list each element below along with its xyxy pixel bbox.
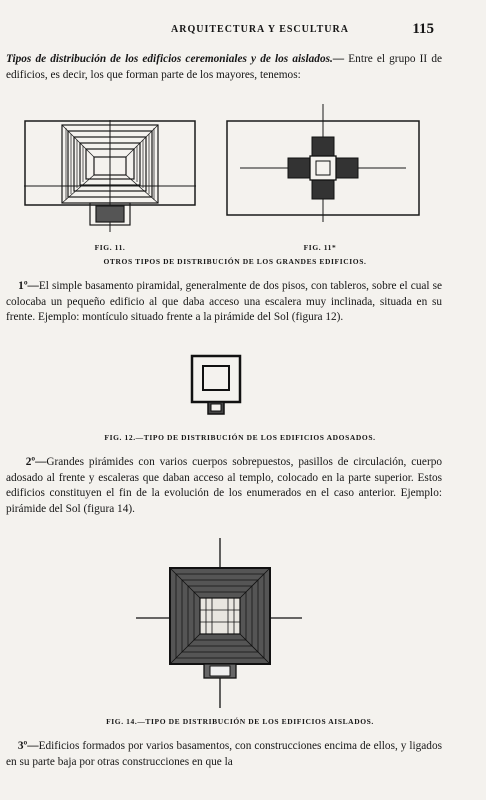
item-1-number: 1º— — [18, 280, 39, 292]
item-1-paragraph — [6, 279, 442, 326]
section-heading: Tipos de distribución de los edificios ceremoniales y de los aislados.— — [6, 53, 345, 65]
figure-14 — [136, 538, 302, 710]
item-2-text: Grandes pirámides con varios cuerpos sobrepuestos, pasillos de circulación, cuerpo adosado al frente y escaleras que daban acceso al templo, colocado en la parte superior. Estos edificios constituyen el fin de la evolución de los enumerados en el caso anterior. Ejemplo: pirámide del Sol (figura 14). — [6, 456, 443, 515]
figure-11 — [24, 120, 196, 236]
running-title: ARQUITECTURA Y ESCULTURA — [171, 24, 349, 35]
item-3-paragraph — [6, 739, 442, 770]
item-1-text: El simple basamento piramidal, generalmente de dos pisos, con tableros, sobre el cual se colocaba un pequeño edificio al que daba acceso una escalera muy inclinada, situada en su frente. Ejemplo: montículo situado frente a la pirámide del Sol (figura 12). — [6, 280, 442, 323]
intro-text: Entre el grupo II de edificios, es decir, los que forman parte de los mayores, tenemos: — [6, 53, 442, 81]
pair-caption: OTROS TIPOS DE DISTRIBUCIÓN DE LOS GRANDES EDIFICIOS. — [103, 257, 367, 266]
intro-paragraph — [6, 52, 442, 83]
item-2-number: 2º— — [25, 456, 47, 468]
fig11a-label: FIG. 11* — [303, 243, 337, 252]
fig11-label: FIG. 11. — [94, 243, 126, 252]
page-number: 115 — [412, 21, 434, 37]
figure-12 — [190, 354, 244, 418]
item-3-text: Edificios formados por varios basamentos, con construcciones encima de ellos, y ligados en su parte baja por otras construcciones en que la — [6, 740, 442, 768]
figure-11-star — [226, 104, 420, 234]
running-head — [0, 21, 486, 40]
fig12-caption: FIG. 12.—TIPO DE DISTRIBUCIÓN DE LOS EDIFICIOS ADOSADOS. — [104, 433, 376, 442]
item-2-paragraph — [6, 455, 442, 517]
fig14-caption: FIG. 14.—TIPO DE DISTRIBUCIÓN DE LOS EDIFICIOS AISLADOS. — [106, 717, 374, 726]
item-3-number: 3º— — [17, 740, 39, 752]
